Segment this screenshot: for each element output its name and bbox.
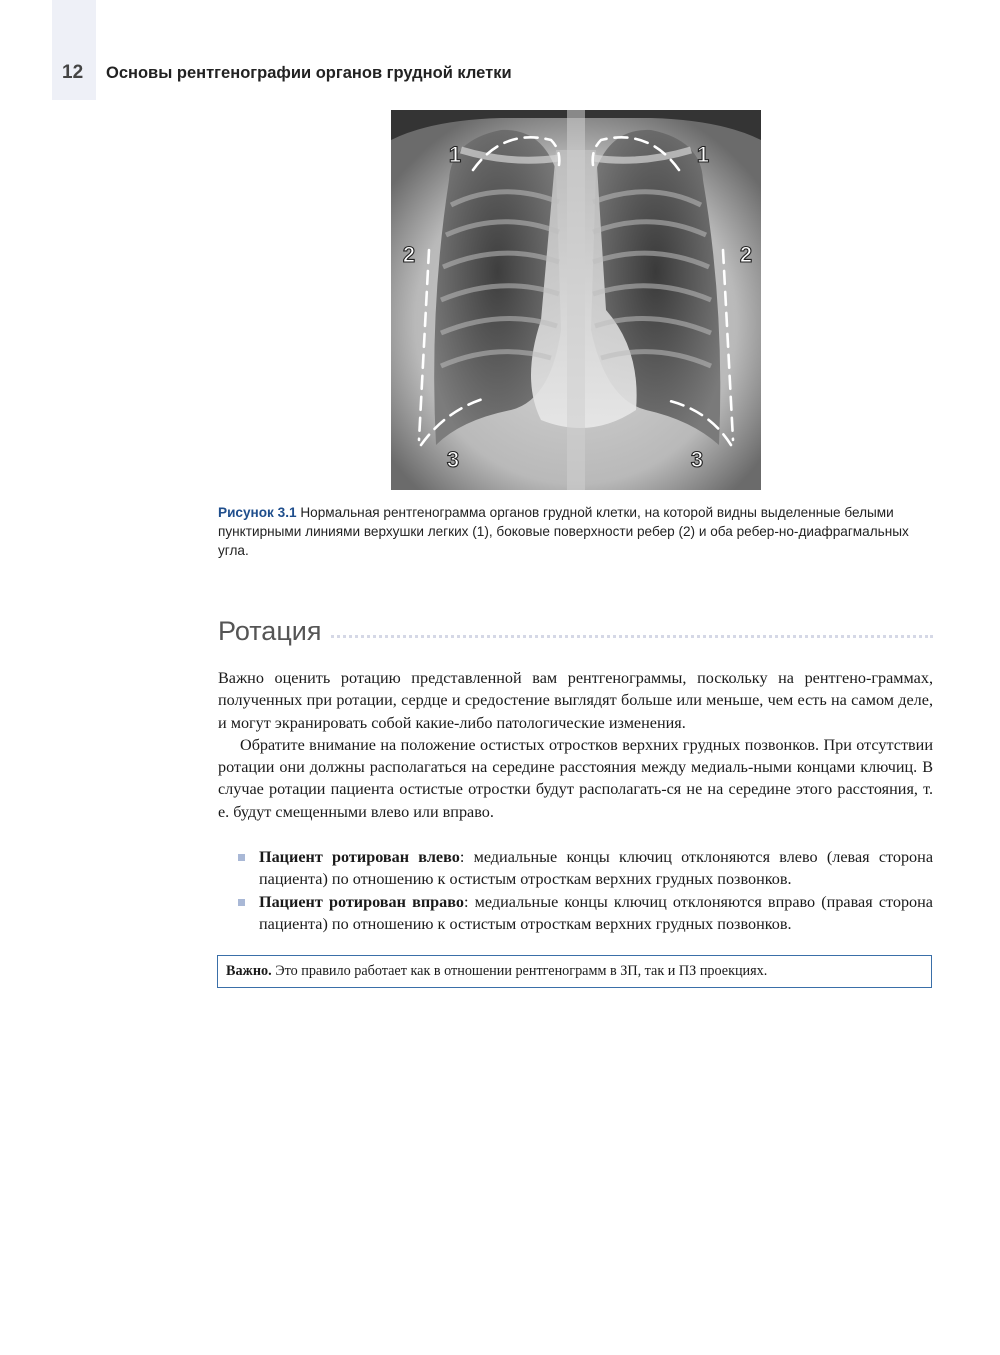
page-tab [52,0,96,100]
marker-angle-left: 3 [446,447,460,472]
note-text: Это правило работает как в отношении рентгенограмм в ЗП, так и ПЗ проекциях. [271,963,768,979]
section-heading [218,616,933,652]
square-bullet-icon [238,854,245,861]
bullet-text: : медиальные концы ключиц отклоняются вправо (правая сторона пациента) по отношению к остистым отросткам верхних грудных позвонков. [259,892,933,933]
bullet-lead: Пациент ротирован вправо [259,892,464,911]
marker-lateral-right: 2 [739,242,753,267]
chest-xray-image [391,110,761,490]
paragraph-1: Важно оценить ротацию представленной вам рентгенограммы, поскольку на рентгено-граммах, полученных при ротации, сердце и средостение выглядят больше или меньше, чем есть на самом деле, и могут экранировать собой какие-либо патологические изменения. [218,669,933,732]
marker-apex-right: 1 [696,142,710,167]
page-number: 12 [62,62,84,83]
running-title: Основы рентгенографии органов грудной клетки [106,64,512,82]
list-item [238,891,933,936]
bullet-list [238,846,933,935]
paragraph-2: Обратите внимание на положение остистых отростков верхних грудных позвонков. При отсутствии ротации они должны располагаться на середине расстояния между медиаль-ными концами ключиц. В случае ротации пациента остистые отростки будут располагать-ся не на середине этого расстояния, т. е. будут смещенными влево или вправо. [218,735,933,821]
list-item [238,846,933,891]
note-label: Важно. [226,963,272,979]
marker-angle-right: 3 [690,447,704,472]
square-bullet-icon [238,899,245,906]
marker-lateral-left: 2 [402,242,416,267]
caption-text: Нормальная рентгенограмма органов грудной клетки, на которой видны выделенные белыми пунктирными линиями верхушки легких (1), боковые поверхности ребер (2) и оба ребер-но-диафрагмальных угла. [218,505,909,558]
chest-xray-figure [391,110,761,490]
section-title: Ротация [218,616,328,646]
figure-caption [218,503,938,560]
bullet-text: : медиальные концы ключиц отклоняются влево (левая сторона пациента) по отношению к остистым отросткам верхних грудных позвонков. [259,848,934,889]
important-note-box [217,955,932,988]
caption-label: Рисунок 3.1 [218,505,297,520]
marker-apex-left: 1 [448,142,462,167]
bullet-lead: Пациент ротирован влево [259,848,460,866]
body-text [218,667,933,823]
